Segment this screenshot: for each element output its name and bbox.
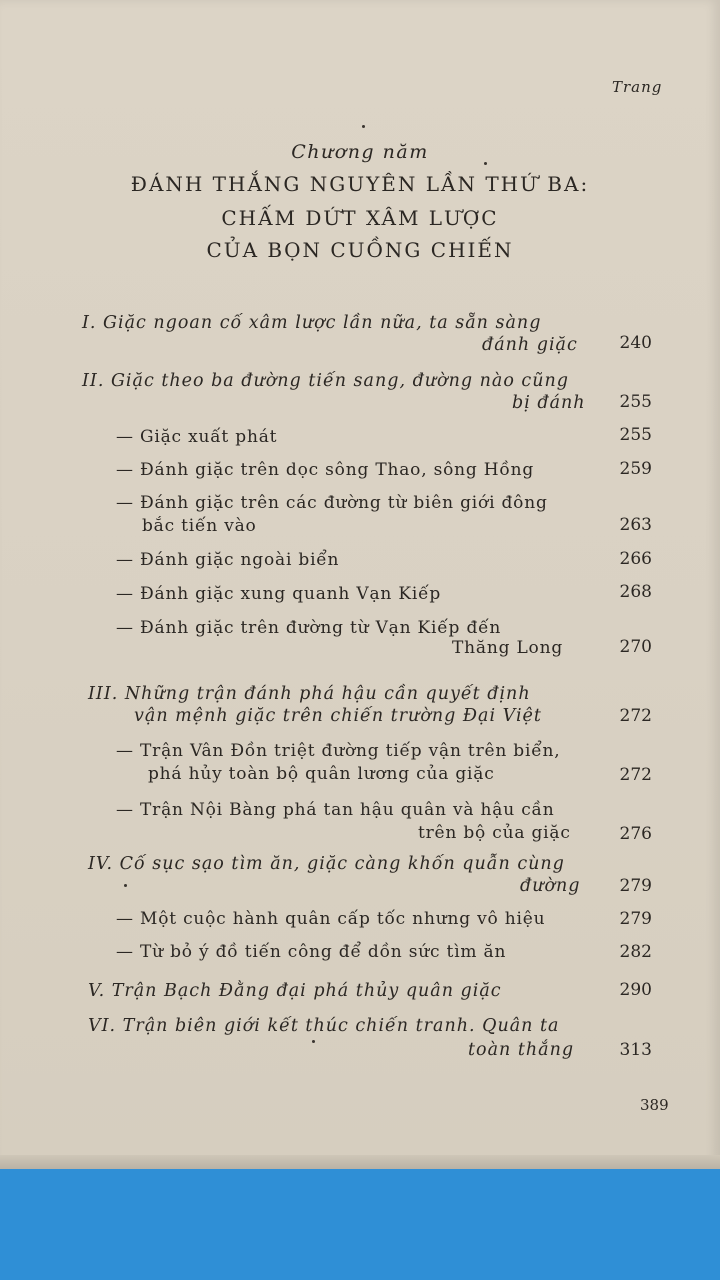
toc-page-number: 313 bbox=[619, 1040, 652, 1060]
toc-subsection: — Đánh giặc trên dọc sông Thao, sông Hồng bbox=[116, 460, 535, 480]
toc-page-number: 272 bbox=[619, 706, 652, 726]
page-folio-number: 389 bbox=[640, 1096, 669, 1114]
toc-page-number: 279 bbox=[619, 909, 652, 929]
toc-section-title-cont: đường bbox=[520, 876, 581, 896]
chapter-heading: Chương năm bbox=[291, 141, 429, 163]
toc-page-number: 290 bbox=[619, 980, 652, 1000]
toc-page-number: 263 bbox=[619, 515, 652, 535]
toc-section-title: III. Những trận đánh phá hậu cần quyết định bbox=[88, 684, 531, 704]
toc-section-title-cont: đánh giặc bbox=[482, 335, 578, 355]
toc-page-number: 276 bbox=[619, 824, 652, 844]
toc-page-number: 270 bbox=[619, 637, 652, 657]
toc-page-number: 282 bbox=[619, 942, 652, 962]
chapter-title-line-3: CỦA BỌN CUỒNG CHIẾN bbox=[206, 238, 514, 262]
toc-subsection: — Một cuộc hành quân cấp tốc nhưng vô hiệu bbox=[116, 909, 546, 929]
toc-subsection: — Đánh giặc trên đường từ Vạn Kiếp đến bbox=[116, 618, 502, 638]
toc-page-number: 268 bbox=[619, 582, 652, 602]
toc-page-number: 255 bbox=[619, 425, 652, 445]
toc-page-number: 272 bbox=[619, 765, 652, 785]
print-speck bbox=[312, 1040, 315, 1043]
toc-section-title-cont: vận mệnh giặc trên chiến trường Đại Việt bbox=[134, 706, 542, 726]
toc-subsection: — Trận Nội Bàng phá tan hậu quân và hậu cần bbox=[116, 800, 555, 820]
toc-section-title: IV. Cố sục sạo tìm ăn, giặc càng khốn quẫn cùng bbox=[88, 854, 565, 874]
toc-section-title: II. Giặc theo ba đường tiến sang, đường nào cũng bbox=[82, 371, 569, 391]
toc-section-title-cont: toàn thắng bbox=[468, 1040, 575, 1060]
toc-page-number: 279 bbox=[619, 876, 652, 896]
toc-section-title: VI. Trận biên giới kết thúc chiến tranh. Quân ta bbox=[88, 1016, 560, 1036]
toc-subsection: — Đánh giặc trên các đường từ biên giới đông bbox=[116, 493, 548, 513]
toc-subsection-cont: trên bộ của giặc bbox=[418, 823, 571, 843]
toc-subsection: — Trận Vân Đồn triệt đường tiếp vận trên biển, bbox=[116, 741, 561, 761]
print-speck bbox=[124, 884, 127, 887]
toc-subsection: — Đánh giặc ngoài biển bbox=[116, 550, 340, 570]
toc-section-title-cont: bị đánh bbox=[512, 393, 586, 413]
page-column-label: Trang bbox=[612, 78, 663, 96]
toc-subsection: — Đánh giặc xung quanh Vạn Kiếp bbox=[116, 584, 442, 604]
toc-page-number: 240 bbox=[619, 333, 652, 353]
chapter-title-line-2: CHẤM DỨT XÂM LƯỢC bbox=[221, 206, 499, 230]
toc-subsection-cont: Thăng Long bbox=[452, 638, 564, 658]
page-edge bbox=[0, 1155, 720, 1169]
print-speck bbox=[362, 125, 365, 128]
toc-page-number: 259 bbox=[619, 459, 652, 479]
toc-section-title: I. Giặc ngoan cố xâm lược lần nữa, ta sẵn sàng bbox=[82, 313, 542, 333]
toc-subsection: — Giặc xuất phát bbox=[116, 427, 278, 447]
toc-subsection: — Từ bỏ ý đồ tiến công để dồn sức tìm ăn bbox=[116, 942, 507, 962]
toc-section-title: V. Trận Bạch Đằng đại phá thủy quân giặc bbox=[88, 981, 502, 1001]
toc-subsection-cont: phá hủy toàn bộ quân lương của giặc bbox=[148, 764, 495, 784]
toc-subsection-cont: bắc tiến vào bbox=[142, 516, 257, 536]
toc-page-number: 255 bbox=[619, 392, 652, 412]
toc-page-number: 266 bbox=[619, 549, 652, 569]
chapter-title-line-1: ĐÁNH THẮNG NGUYÊN LẦN THỨ BA: bbox=[130, 172, 590, 196]
